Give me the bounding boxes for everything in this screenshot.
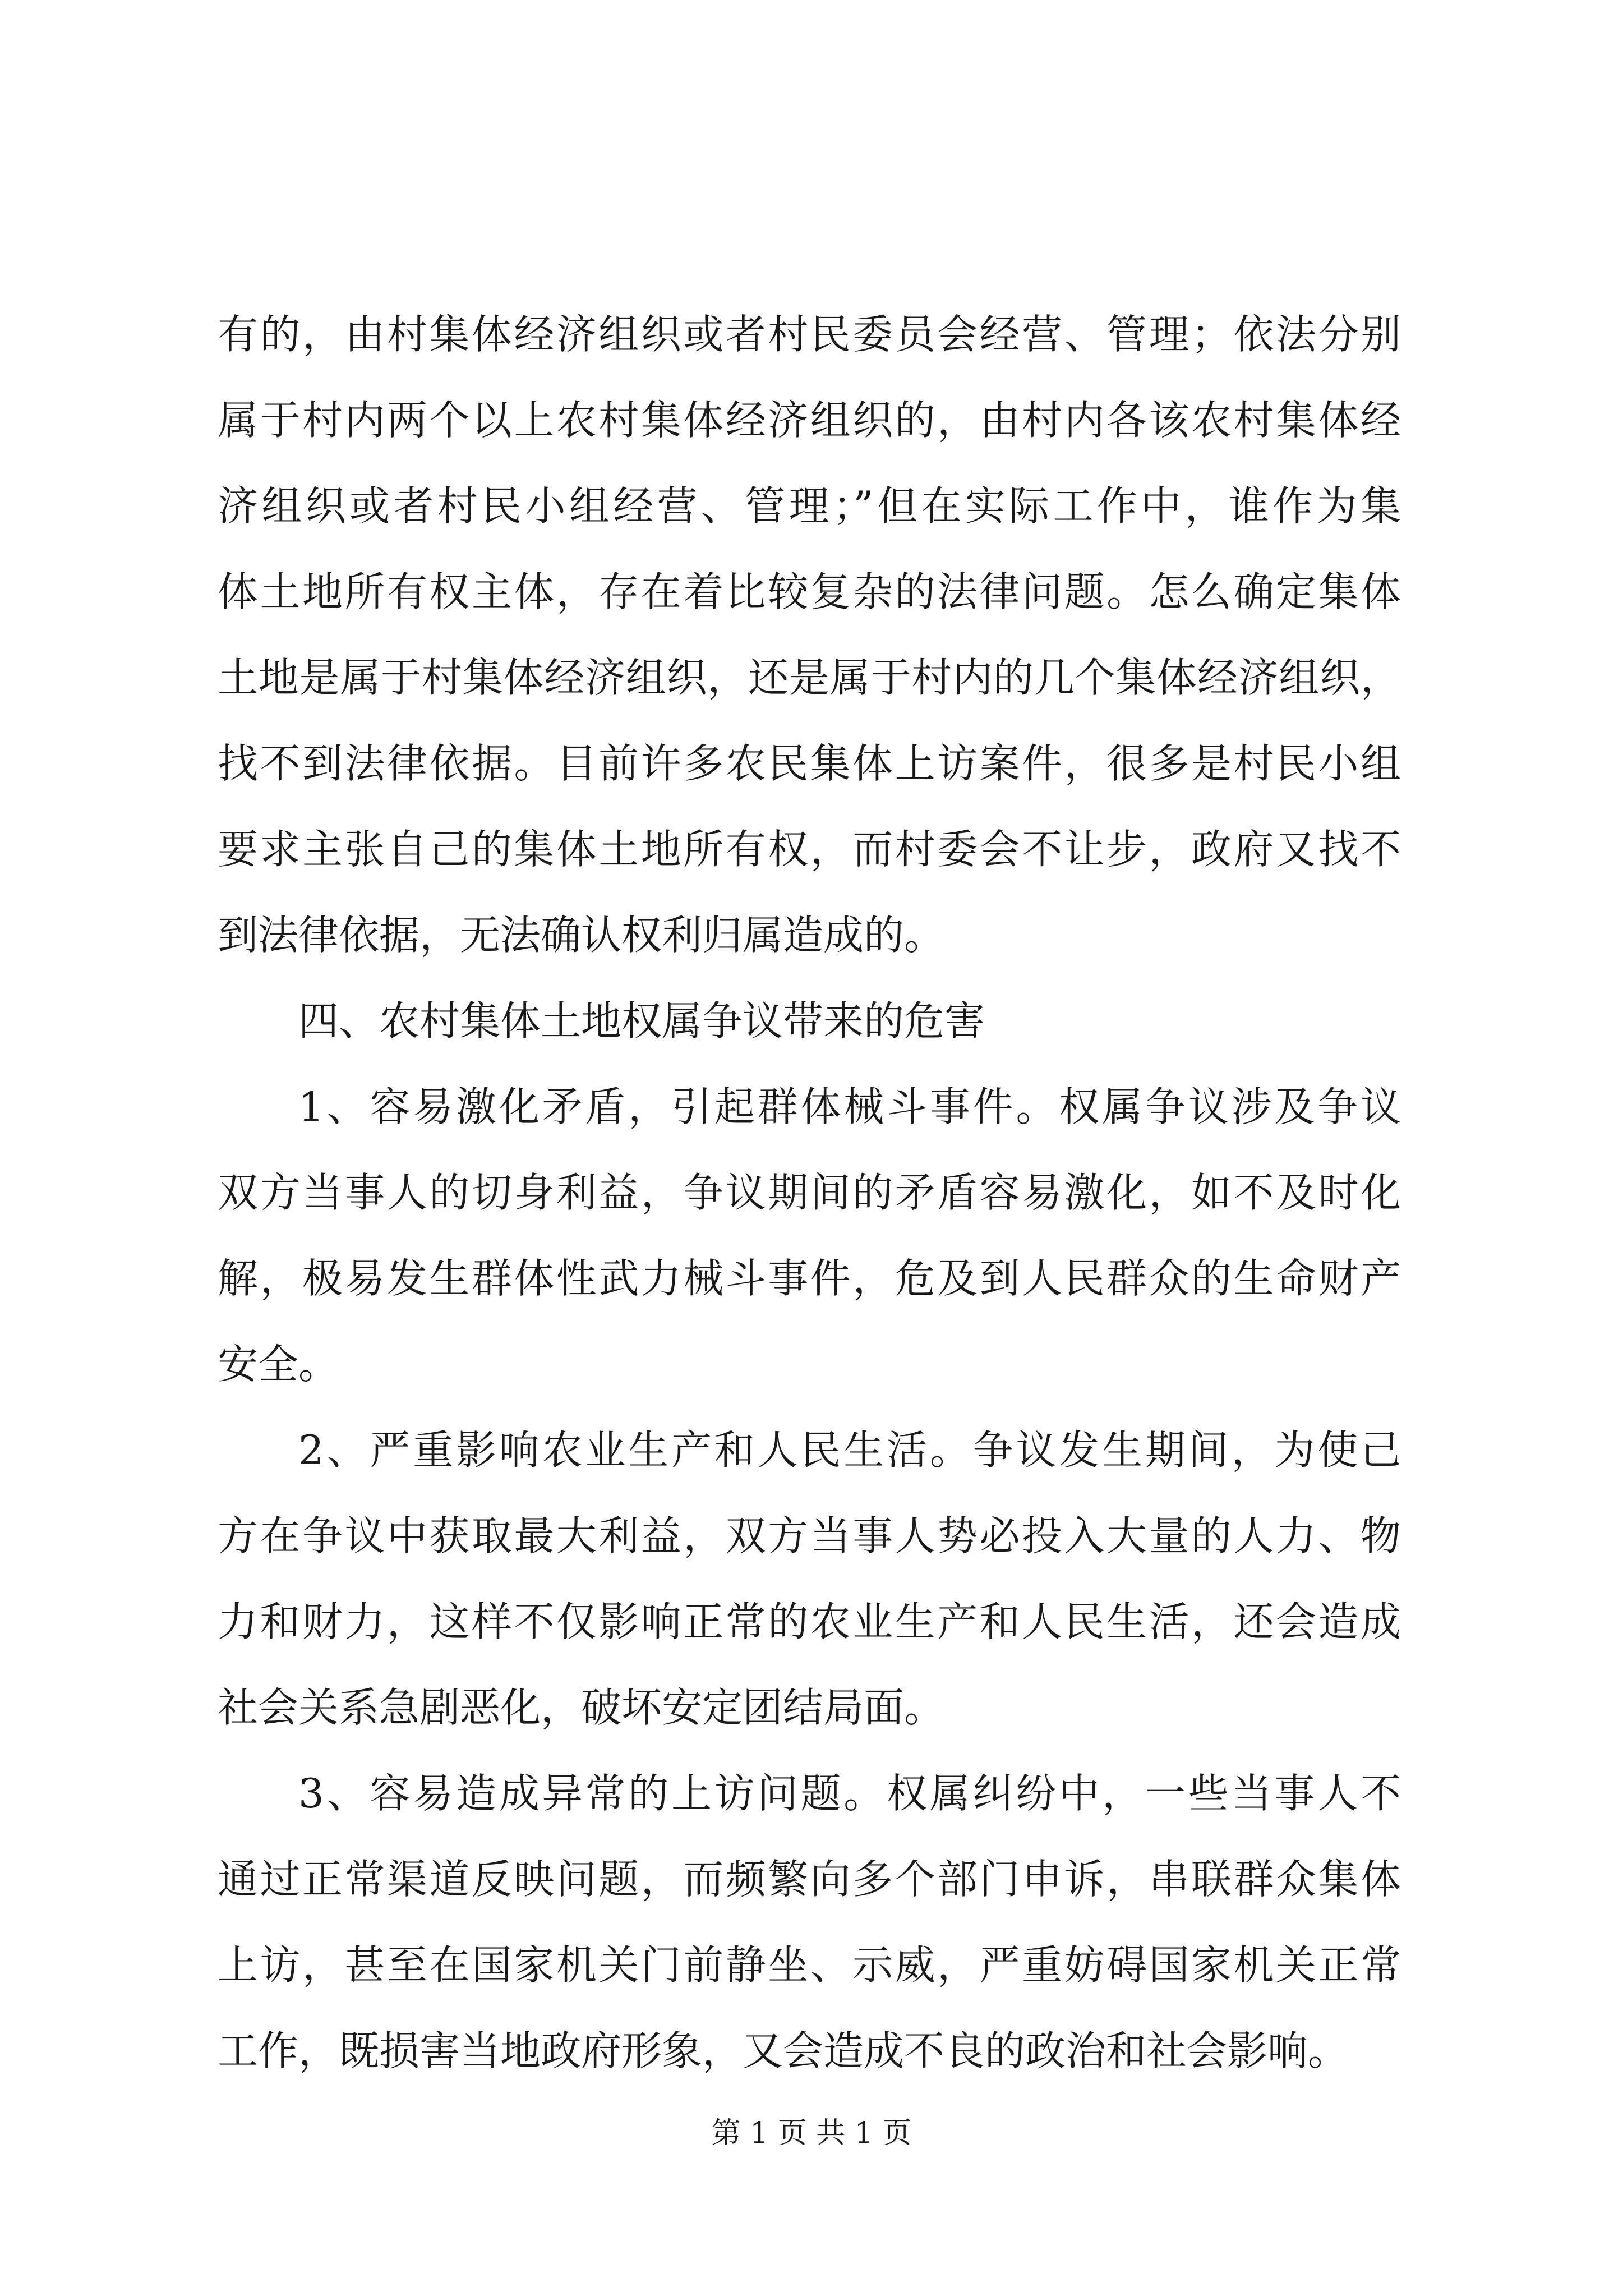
text-line: 解，极易发生群体性武力械斗事件，危及到人民群众的生命财产 xyxy=(218,1255,1401,1302)
text-line: 到法律依据，无法确认权利归属造成的。 xyxy=(218,912,945,959)
text-line: 土地是属于村集体经济组织，还是属于村内的几个集体经济组织， xyxy=(218,654,1401,701)
text-line: 要求主张自己的集体土地所有权，而村委会不让步，政府又找不 xyxy=(218,826,1401,873)
text-line: 体土地所有权主体，存在着比较复杂的法律问题。怎么确定集体 xyxy=(218,568,1401,615)
text-line: 有的，由村集体经济组织或者村民委员会经营、管理；依法分别 xyxy=(218,311,1401,358)
text-line: 上访，甚至在国家机关门前静坐、示威，严重妨碍国家机关正常 xyxy=(218,1941,1401,1989)
text-line: 安全。 xyxy=(218,1341,339,1388)
text-line: 找不到法律依据。目前许多农民集体上访案件，很多是村民小组 xyxy=(218,740,1401,787)
text-line: 2、严重影响农业生产和人民生活。争议发生期间，为使己 xyxy=(298,1427,1401,1474)
text-line: 力和财力，这样不仅影响正常的农业生产和人民生活，还会造成 xyxy=(218,1598,1401,1645)
text-line: 1、容易激化矛盾，引起群体械斗事件。权属争议涉及争议 xyxy=(298,1083,1401,1130)
text-line: 3、容易造成异常的上访问题。权属纠纷中，一些当事人不 xyxy=(298,1770,1401,1817)
document-body xyxy=(218,292,1401,2094)
text-line: 通过正常渠道反映问题，而频繁向多个部门申诉，串联群众集体 xyxy=(218,1856,1401,1903)
page-footer: 第 1 页 共 1 页 xyxy=(711,2116,912,2150)
text-line: 双方当事人的切身利益，争议期间的矛盾容易激化，如不及时化 xyxy=(218,1169,1401,1216)
section-heading: 四、农村集体土地权属争议带来的危害 xyxy=(298,997,985,1045)
text-line: 济组织或者村民小组经营、管理；”但在实际工作中，谁作为集 xyxy=(218,482,1401,530)
text-line: 社会关系急剧恶化，破坏安定团结局面。 xyxy=(218,1684,945,1731)
text-line: 属于村内两个以上农村集体经济组织的，由村内各该农村集体经 xyxy=(218,397,1401,444)
text-line: 方在争议中获取最大利益，双方当事人势必投入大量的人力、物 xyxy=(218,1512,1401,1559)
text-line: 工作，既损害当地政府形象，又会造成不良的政治和社会影响。 xyxy=(218,2027,1349,2074)
